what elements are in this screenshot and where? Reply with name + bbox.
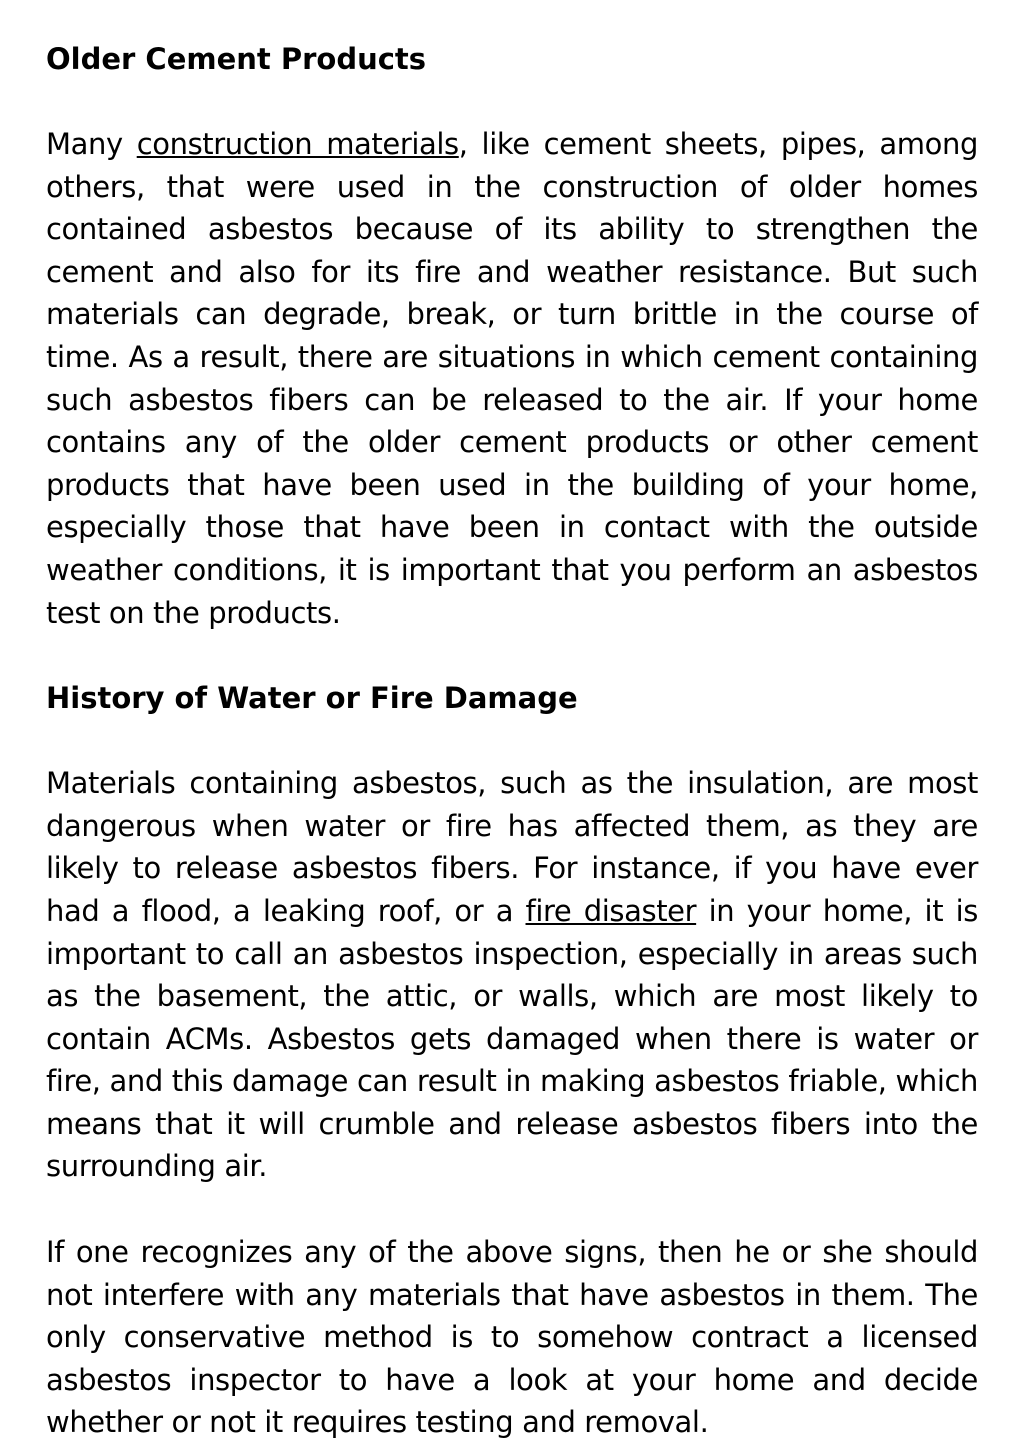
paragraph-text: in your home, it is important to call an asbestos inspection, especially in areas such as the basement, the attic, or walls, which are most likely to contain ACMs. Asbestos gets damaged when there is water or fire, and this damage can result in making asbestos friable, which means that it will crumble and release asbestos fibers into the surrounding air. [46,893,978,1184]
paragraph-text: Materials containing asbestos, such as the insulation, are most dangerous when water or fire has affected them, as they are likely to release asbestos fibers. For instance, if you have ever had a flood, a leaking roof, or a [46,766,978,928]
paragraph-water-fire-damage [46,762,978,1188]
section-heading-water-fire-damage: History of Water or Fire Damage [46,681,578,716]
paragraph-text: Many [46,127,137,161]
section-heading-older-cement: Older Cement Products [46,42,427,76]
construction-materials-link[interactable]: construction materials [136,127,459,161]
paragraph-older-cement [46,123,978,634]
paragraph-closing: If one recognizes any of the above signs, then he or she should not interfere with any materials that have asbestos in them. The only conservative method is to somehow contract a licensed asbestos inspector to have a look at your home and decide whether or not it requires testing and removal. [46,1235,978,1440]
fire-disaster-link[interactable]: fire disaster [525,893,697,928]
paragraph-text: , like cement sheets, pipes, among others, that were used in the construction of older homes contained asbestos because of its ability to strengthen the cement and also for its fire and weather resistance. But such materials can degrade, break, or turn brittle in the course of time. As a result, there are situations in which cement containing such asbestos fibers can be released to the air. If your home contains any of the older cement products or other cement products that have been used in the building of your home, especially those that have been in contact with the outside weather conditions, it is important that you perform an asbestos test on the products. [46,127,978,630]
